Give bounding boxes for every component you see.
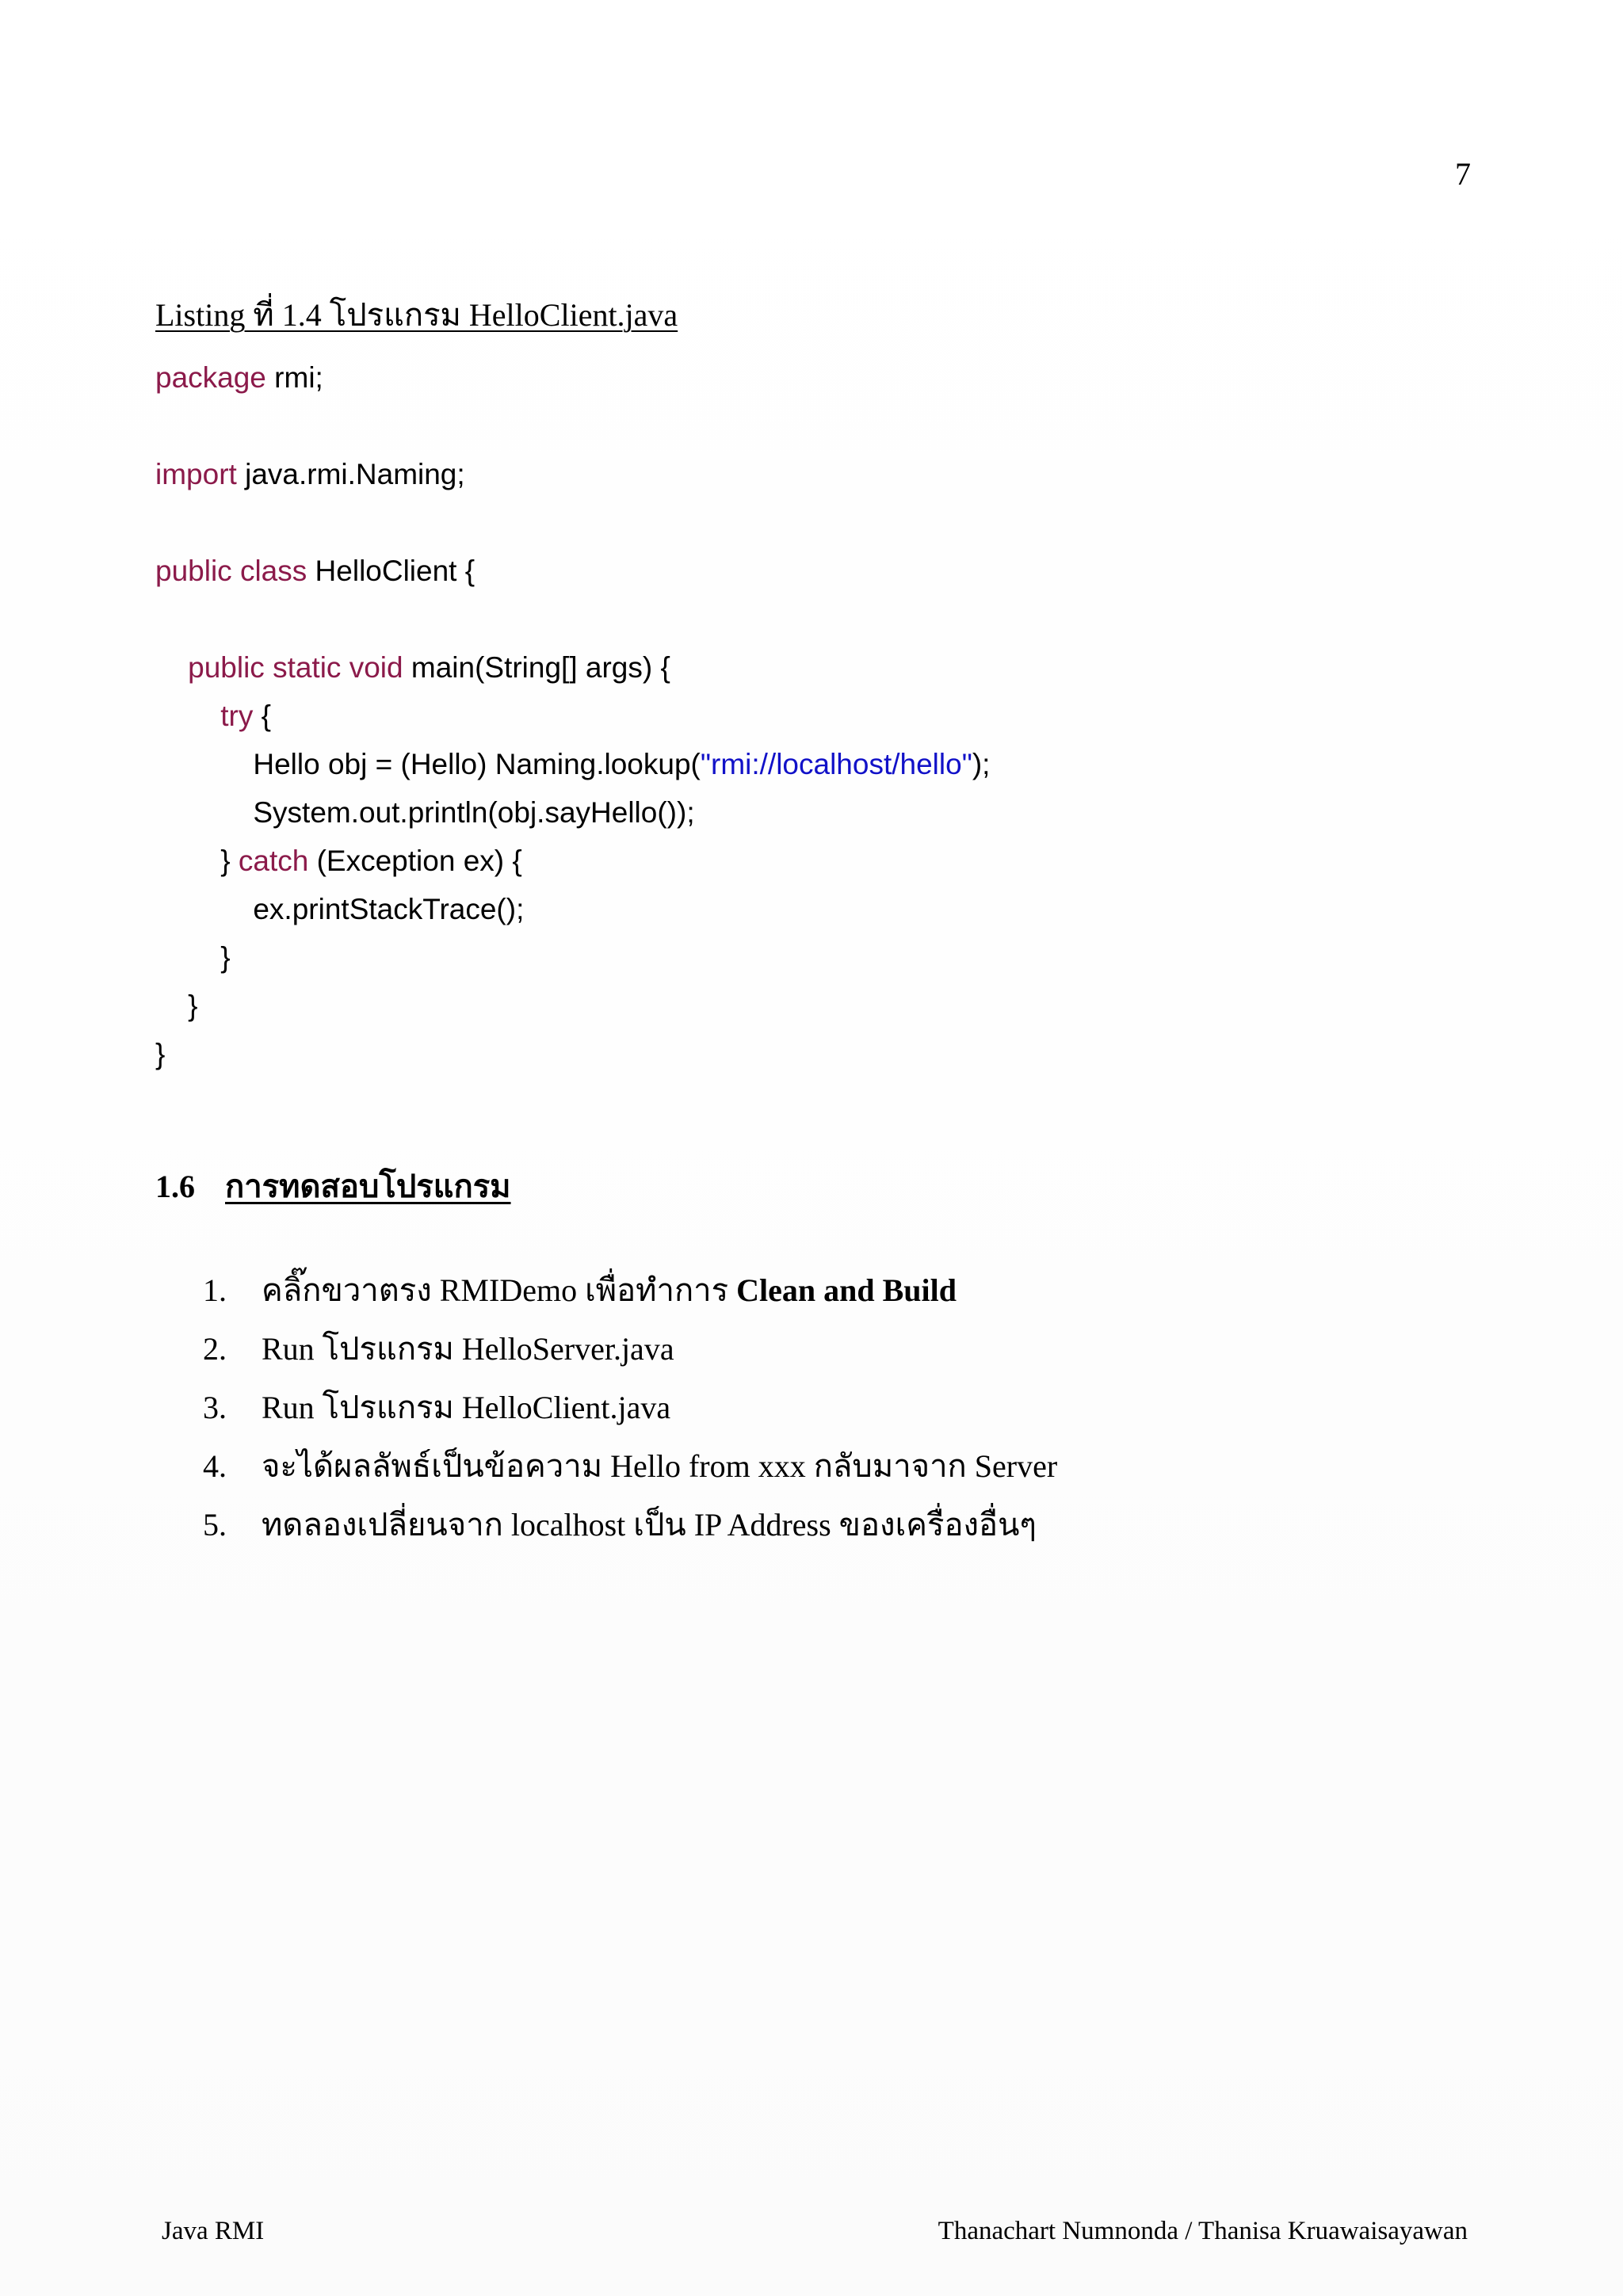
step-item [203, 1320, 674, 1379]
code-text: ); [972, 748, 991, 780]
page-number: 7 [1455, 156, 1471, 192]
section-number: 1.6 [155, 1169, 195, 1204]
code-text: } [155, 1038, 166, 1070]
section-heading [155, 1166, 511, 1207]
footer-title: Java RMI [162, 2217, 265, 2245]
step-text: คลิ๊กขวาตรง RMIDemo เพื่อทำการ [262, 1272, 737, 1308]
step-item [203, 1379, 670, 1437]
code-text: java.rmi.Naming; [236, 458, 465, 490]
code-line [155, 837, 522, 885]
step-text: ทดลองเปลี่ยนจาก localhost เป็น IP Address ของเครื่องอื่นๆ [262, 1507, 1037, 1543]
code-line [155, 547, 475, 595]
code-line [155, 643, 670, 692]
step-number: 4. [203, 1448, 227, 1484]
code-text: (Exception ex) { [308, 845, 522, 877]
code-line [155, 788, 695, 837]
code-text [155, 700, 220, 732]
code-text: ex.printStackTrace(); [155, 893, 525, 925]
code-text: } [155, 990, 198, 1022]
code-string: "rmi://localhost/hello" [700, 748, 972, 780]
code-text: } [155, 845, 239, 877]
code-line [155, 692, 271, 740]
code-keyword: try [220, 700, 254, 732]
code-line [155, 982, 197, 1030]
code-keyword: public static void [188, 651, 403, 684]
code-keyword: catch [238, 845, 309, 877]
code-text: HelloClient { [307, 555, 475, 587]
code-text: Hello obj = (Hello) Naming.lookup( [155, 748, 701, 780]
section-title: การทดสอบโปรแกรม [225, 1169, 511, 1204]
step-emphasis: Clean and Build [736, 1272, 957, 1308]
code-line [155, 353, 323, 402]
code-text [155, 651, 188, 684]
step-text: จะได้ผลลัพธ์เป็นข้อความ Hello from xxx กลับมาจาก Server [262, 1448, 1058, 1484]
code-line [155, 933, 231, 982]
code-keyword: import [155, 458, 237, 490]
code-text: rmi; [265, 361, 323, 394]
step-text: Run โปรแกรม HelloClient.java [262, 1390, 671, 1425]
step-number: 5. [203, 1507, 227, 1543]
code-text: System.out.println(obj.sayHello()); [155, 796, 695, 829]
footer-authors: Thanachart Numnonda / Thanisa Kruawaisayawan [938, 2217, 1468, 2245]
code-line [155, 740, 990, 788]
step-number: 2. [203, 1331, 227, 1367]
code-keyword: public class [155, 555, 307, 587]
code-keyword: package [155, 361, 266, 394]
step-number: 1. [203, 1272, 227, 1308]
code-text: } [155, 941, 231, 974]
step-item [203, 1496, 1037, 1554]
step-text: Run โปรแกรม HelloServer.java [262, 1331, 674, 1367]
code-line [155, 885, 524, 933]
step-item [203, 1261, 957, 1320]
code-text: main(String[] args) { [403, 651, 670, 684]
code-line [155, 450, 465, 498]
step-item [203, 1437, 1057, 1496]
step-number: 3. [203, 1390, 227, 1425]
code-text: { [253, 700, 271, 732]
listing-caption: Listing ที่ 1.4 โปรแกรม HelloClient.java [155, 297, 678, 333]
code-line [155, 1030, 165, 1078]
